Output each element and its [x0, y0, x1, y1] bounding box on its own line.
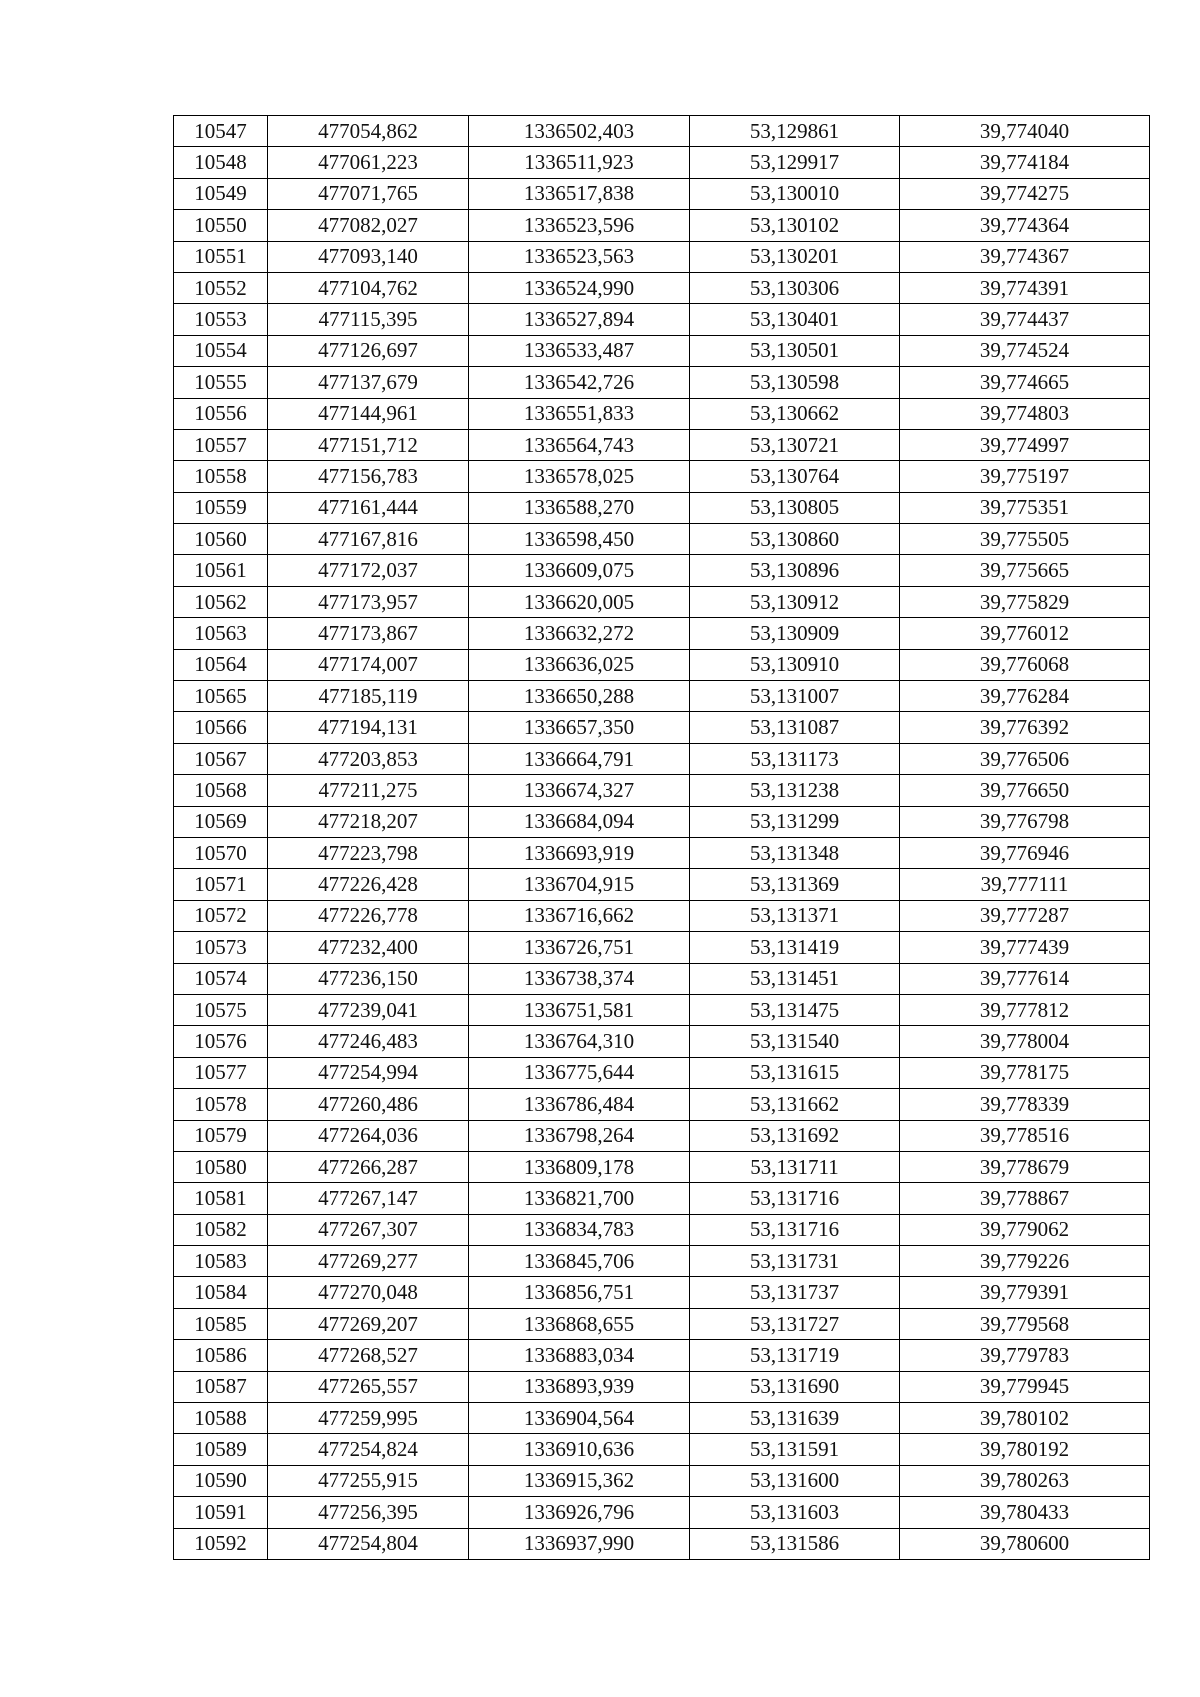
latitude-cell: 53,131600: [690, 1465, 900, 1496]
point-number-cell: 10583: [174, 1246, 268, 1277]
table-row: [174, 1214, 1150, 1245]
latitude-cell: 53,131603: [690, 1497, 900, 1528]
latitude-cell: 53,130598: [690, 367, 900, 398]
table-row: [174, 1403, 1150, 1434]
point-number-cell: 10563: [174, 618, 268, 649]
x-coordinate-cell: 477156,783: [268, 461, 469, 492]
point-number-cell: 10547: [174, 116, 268, 147]
table-row: [174, 1528, 1150, 1559]
longitude-cell: 39,777287: [900, 900, 1150, 931]
table-row: [174, 398, 1150, 429]
point-number-cell: 10565: [174, 681, 268, 712]
latitude-cell: 53,130805: [690, 492, 900, 523]
longitude-cell: 39,780263: [900, 1465, 1150, 1496]
longitude-cell: 39,774040: [900, 116, 1150, 147]
y-coordinate-cell: 1336786,484: [469, 1089, 690, 1120]
y-coordinate-cell: 1336893,939: [469, 1371, 690, 1402]
table-row: [174, 837, 1150, 868]
latitude-cell: 53,130896: [690, 555, 900, 586]
y-coordinate-cell: 1336726,751: [469, 932, 690, 963]
x-coordinate-cell: 477268,527: [268, 1340, 469, 1371]
point-number-cell: 10585: [174, 1308, 268, 1339]
x-coordinate-cell: 477203,853: [268, 743, 469, 774]
latitude-cell: 53,131348: [690, 837, 900, 868]
x-coordinate-cell: 477071,765: [268, 178, 469, 209]
coordinates-table-body: [174, 116, 1150, 1560]
table-row: [174, 994, 1150, 1025]
longitude-cell: 39,775351: [900, 492, 1150, 523]
x-coordinate-cell: 477264,036: [268, 1120, 469, 1151]
x-coordinate-cell: 477254,994: [268, 1057, 469, 1088]
x-coordinate-cell: 477254,804: [268, 1528, 469, 1559]
y-coordinate-cell: 1336551,833: [469, 398, 690, 429]
x-coordinate-cell: 477232,400: [268, 932, 469, 963]
point-number-cell: 10570: [174, 837, 268, 868]
longitude-cell: 39,778679: [900, 1151, 1150, 1182]
longitude-cell: 39,778004: [900, 1026, 1150, 1057]
y-coordinate-cell: 1336910,636: [469, 1434, 690, 1465]
x-coordinate-cell: 477239,041: [268, 994, 469, 1025]
y-coordinate-cell: 1336775,644: [469, 1057, 690, 1088]
x-coordinate-cell: 477260,486: [268, 1089, 469, 1120]
latitude-cell: 53,131690: [690, 1371, 900, 1402]
point-number-cell: 10591: [174, 1497, 268, 1528]
x-coordinate-cell: 477093,140: [268, 241, 469, 272]
x-coordinate-cell: 477115,395: [268, 304, 469, 335]
point-number-cell: 10582: [174, 1214, 268, 1245]
latitude-cell: 53,131475: [690, 994, 900, 1025]
table-row: [174, 367, 1150, 398]
point-number-cell: 10556: [174, 398, 268, 429]
longitude-cell: 39,778175: [900, 1057, 1150, 1088]
longitude-cell: 39,779226: [900, 1246, 1150, 1277]
point-number-cell: 10553: [174, 304, 268, 335]
x-coordinate-cell: 477267,147: [268, 1183, 469, 1214]
longitude-cell: 39,779391: [900, 1277, 1150, 1308]
y-coordinate-cell: 1336904,564: [469, 1403, 690, 1434]
point-number-cell: 10578: [174, 1089, 268, 1120]
table-row: [174, 272, 1150, 303]
x-coordinate-cell: 477167,816: [268, 524, 469, 555]
table-row: [174, 1089, 1150, 1120]
longitude-cell: 39,778867: [900, 1183, 1150, 1214]
x-coordinate-cell: 477255,915: [268, 1465, 469, 1496]
x-coordinate-cell: 477269,207: [268, 1308, 469, 1339]
point-number-cell: 10548: [174, 147, 268, 178]
longitude-cell: 39,774364: [900, 210, 1150, 241]
x-coordinate-cell: 477236,150: [268, 963, 469, 994]
point-number-cell: 10557: [174, 429, 268, 460]
y-coordinate-cell: 1336632,272: [469, 618, 690, 649]
latitude-cell: 53,130662: [690, 398, 900, 429]
latitude-cell: 53,131719: [690, 1340, 900, 1371]
x-coordinate-cell: 477246,483: [268, 1026, 469, 1057]
longitude-cell: 39,776392: [900, 712, 1150, 743]
table-row: [174, 806, 1150, 837]
x-coordinate-cell: 477161,444: [268, 492, 469, 523]
table-row: [174, 178, 1150, 209]
y-coordinate-cell: 1336588,270: [469, 492, 690, 523]
x-coordinate-cell: 477172,037: [268, 555, 469, 586]
point-number-cell: 10588: [174, 1403, 268, 1434]
y-coordinate-cell: 1336564,743: [469, 429, 690, 460]
table-row: [174, 1183, 1150, 1214]
point-number-cell: 10590: [174, 1465, 268, 1496]
longitude-cell: 39,780102: [900, 1403, 1150, 1434]
latitude-cell: 53,131591: [690, 1434, 900, 1465]
table-row: [174, 304, 1150, 335]
point-number-cell: 10571: [174, 869, 268, 900]
latitude-cell: 53,131615: [690, 1057, 900, 1088]
point-number-cell: 10559: [174, 492, 268, 523]
table-row: [174, 241, 1150, 272]
x-coordinate-cell: 477173,957: [268, 586, 469, 617]
table-row: [174, 116, 1150, 147]
longitude-cell: 39,776946: [900, 837, 1150, 868]
y-coordinate-cell: 1336523,563: [469, 241, 690, 272]
x-coordinate-cell: 477266,287: [268, 1151, 469, 1182]
y-coordinate-cell: 1336684,094: [469, 806, 690, 837]
longitude-cell: 39,776068: [900, 649, 1150, 680]
point-number-cell: 10550: [174, 210, 268, 241]
longitude-cell: 39,775197: [900, 461, 1150, 492]
y-coordinate-cell: 1336704,915: [469, 869, 690, 900]
y-coordinate-cell: 1336502,403: [469, 116, 690, 147]
point-number-cell: 10555: [174, 367, 268, 398]
y-coordinate-cell: 1336883,034: [469, 1340, 690, 1371]
table-row: [174, 1465, 1150, 1496]
table-row: [174, 1308, 1150, 1339]
table-row: [174, 1151, 1150, 1182]
x-coordinate-cell: 477174,007: [268, 649, 469, 680]
table-row: [174, 147, 1150, 178]
latitude-cell: 53,130102: [690, 210, 900, 241]
point-number-cell: 10575: [174, 994, 268, 1025]
point-number-cell: 10579: [174, 1120, 268, 1151]
x-coordinate-cell: 477126,697: [268, 335, 469, 366]
point-number-cell: 10561: [174, 555, 268, 586]
x-coordinate-cell: 477054,862: [268, 116, 469, 147]
latitude-cell: 53,131737: [690, 1277, 900, 1308]
longitude-cell: 39,774184: [900, 147, 1150, 178]
y-coordinate-cell: 1336856,751: [469, 1277, 690, 1308]
y-coordinate-cell: 1336798,264: [469, 1120, 690, 1151]
latitude-cell: 53,130912: [690, 586, 900, 617]
longitude-cell: 39,780192: [900, 1434, 1150, 1465]
latitude-cell: 53,131299: [690, 806, 900, 837]
longitude-cell: 39,778339: [900, 1089, 1150, 1120]
longitude-cell: 39,776650: [900, 775, 1150, 806]
latitude-cell: 53,130201: [690, 241, 900, 272]
table-row: [174, 1026, 1150, 1057]
table-row: [174, 1434, 1150, 1465]
point-number-cell: 10549: [174, 178, 268, 209]
x-coordinate-cell: 477151,712: [268, 429, 469, 460]
latitude-cell: 53,130401: [690, 304, 900, 335]
x-coordinate-cell: 477218,207: [268, 806, 469, 837]
table-row: [174, 335, 1150, 366]
latitude-cell: 53,130721: [690, 429, 900, 460]
longitude-cell: 39,774391: [900, 272, 1150, 303]
y-coordinate-cell: 1336598,450: [469, 524, 690, 555]
point-number-cell: 10568: [174, 775, 268, 806]
x-coordinate-cell: 477144,961: [268, 398, 469, 429]
longitude-cell: 39,777614: [900, 963, 1150, 994]
x-coordinate-cell: 477226,428: [268, 869, 469, 900]
y-coordinate-cell: 1336716,662: [469, 900, 690, 931]
point-number-cell: 10586: [174, 1340, 268, 1371]
x-coordinate-cell: 477254,824: [268, 1434, 469, 1465]
y-coordinate-cell: 1336620,005: [469, 586, 690, 617]
table-row: [174, 712, 1150, 743]
latitude-cell: 53,131716: [690, 1214, 900, 1245]
table-row: [174, 1120, 1150, 1151]
x-coordinate-cell: 477256,395: [268, 1497, 469, 1528]
y-coordinate-cell: 1336693,919: [469, 837, 690, 868]
y-coordinate-cell: 1336738,374: [469, 963, 690, 994]
table-row: [174, 1371, 1150, 1402]
y-coordinate-cell: 1336527,894: [469, 304, 690, 335]
latitude-cell: 53,130860: [690, 524, 900, 555]
longitude-cell: 39,778516: [900, 1120, 1150, 1151]
point-number-cell: 10581: [174, 1183, 268, 1214]
table-row: [174, 524, 1150, 555]
point-number-cell: 10576: [174, 1026, 268, 1057]
point-number-cell: 10573: [174, 932, 268, 963]
x-coordinate-cell: 477061,223: [268, 147, 469, 178]
y-coordinate-cell: 1336524,990: [469, 272, 690, 303]
latitude-cell: 53,129861: [690, 116, 900, 147]
longitude-cell: 39,780600: [900, 1528, 1150, 1559]
longitude-cell: 39,776506: [900, 743, 1150, 774]
y-coordinate-cell: 1336751,581: [469, 994, 690, 1025]
longitude-cell: 39,776284: [900, 681, 1150, 712]
point-number-cell: 10551: [174, 241, 268, 272]
table-row: [174, 492, 1150, 523]
latitude-cell: 53,131371: [690, 900, 900, 931]
longitude-cell: 39,774997: [900, 429, 1150, 460]
y-coordinate-cell: 1336845,706: [469, 1246, 690, 1277]
longitude-cell: 39,780433: [900, 1497, 1150, 1528]
latitude-cell: 53,131087: [690, 712, 900, 743]
point-number-cell: 10584: [174, 1277, 268, 1308]
table-row: [174, 1497, 1150, 1528]
table-row: [174, 210, 1150, 241]
table-row: [174, 1246, 1150, 1277]
point-number-cell: 10589: [174, 1434, 268, 1465]
table-row: [174, 932, 1150, 963]
y-coordinate-cell: 1336937,990: [469, 1528, 690, 1559]
x-coordinate-cell: 477265,557: [268, 1371, 469, 1402]
y-coordinate-cell: 1336868,655: [469, 1308, 690, 1339]
longitude-cell: 39,779945: [900, 1371, 1150, 1402]
point-number-cell: 10562: [174, 586, 268, 617]
table-row: [174, 429, 1150, 460]
longitude-cell: 39,775829: [900, 586, 1150, 617]
x-coordinate-cell: 477223,798: [268, 837, 469, 868]
table-row: [174, 900, 1150, 931]
point-number-cell: 10566: [174, 712, 268, 743]
y-coordinate-cell: 1336764,310: [469, 1026, 690, 1057]
point-number-cell: 10592: [174, 1528, 268, 1559]
y-coordinate-cell: 1336915,362: [469, 1465, 690, 1496]
latitude-cell: 53,129917: [690, 147, 900, 178]
longitude-cell: 39,776012: [900, 618, 1150, 649]
table-row: [174, 1277, 1150, 1308]
y-coordinate-cell: 1336523,596: [469, 210, 690, 241]
y-coordinate-cell: 1336821,700: [469, 1183, 690, 1214]
y-coordinate-cell: 1336834,783: [469, 1214, 690, 1245]
table-row: [174, 743, 1150, 774]
point-number-cell: 10577: [174, 1057, 268, 1088]
longitude-cell: 39,777111: [900, 869, 1150, 900]
table-row: [174, 618, 1150, 649]
y-coordinate-cell: 1336657,350: [469, 712, 690, 743]
table-row: [174, 1340, 1150, 1371]
longitude-cell: 39,777812: [900, 994, 1150, 1025]
point-number-cell: 10564: [174, 649, 268, 680]
y-coordinate-cell: 1336664,791: [469, 743, 690, 774]
y-coordinate-cell: 1336533,487: [469, 335, 690, 366]
y-coordinate-cell: 1336926,796: [469, 1497, 690, 1528]
table-row: [174, 963, 1150, 994]
y-coordinate-cell: 1336578,025: [469, 461, 690, 492]
x-coordinate-cell: 477211,275: [268, 775, 469, 806]
point-number-cell: 10560: [174, 524, 268, 555]
latitude-cell: 53,131692: [690, 1120, 900, 1151]
longitude-cell: 39,774367: [900, 241, 1150, 272]
x-coordinate-cell: 477185,119: [268, 681, 469, 712]
longitude-cell: 39,777439: [900, 932, 1150, 963]
longitude-cell: 39,779568: [900, 1308, 1150, 1339]
longitude-cell: 39,779783: [900, 1340, 1150, 1371]
latitude-cell: 53,130010: [690, 178, 900, 209]
table-row: [174, 461, 1150, 492]
latitude-cell: 53,130501: [690, 335, 900, 366]
table-row: [174, 649, 1150, 680]
point-number-cell: 10552: [174, 272, 268, 303]
table-row: [174, 775, 1150, 806]
x-coordinate-cell: 477226,778: [268, 900, 469, 931]
point-number-cell: 10587: [174, 1371, 268, 1402]
latitude-cell: 53,130764: [690, 461, 900, 492]
latitude-cell: 53,131419: [690, 932, 900, 963]
latitude-cell: 53,131369: [690, 869, 900, 900]
x-coordinate-cell: 477267,307: [268, 1214, 469, 1245]
y-coordinate-cell: 1336511,923: [469, 147, 690, 178]
coordinates-table: [173, 115, 1150, 1560]
longitude-cell: 39,775665: [900, 555, 1150, 586]
x-coordinate-cell: 477137,679: [268, 367, 469, 398]
point-number-cell: 10554: [174, 335, 268, 366]
latitude-cell: 53,131727: [690, 1308, 900, 1339]
y-coordinate-cell: 1336636,025: [469, 649, 690, 680]
point-number-cell: 10572: [174, 900, 268, 931]
latitude-cell: 53,131238: [690, 775, 900, 806]
latitude-cell: 53,131716: [690, 1183, 900, 1214]
point-number-cell: 10574: [174, 963, 268, 994]
latitude-cell: 53,131731: [690, 1246, 900, 1277]
x-coordinate-cell: 477082,027: [268, 210, 469, 241]
y-coordinate-cell: 1336609,075: [469, 555, 690, 586]
point-number-cell: 10567: [174, 743, 268, 774]
longitude-cell: 39,774524: [900, 335, 1150, 366]
latitude-cell: 53,131173: [690, 743, 900, 774]
table-row: [174, 681, 1150, 712]
x-coordinate-cell: 477194,131: [268, 712, 469, 743]
longitude-cell: 39,779062: [900, 1214, 1150, 1245]
point-number-cell: 10569: [174, 806, 268, 837]
longitude-cell: 39,774437: [900, 304, 1150, 335]
x-coordinate-cell: 477259,995: [268, 1403, 469, 1434]
latitude-cell: 53,131007: [690, 681, 900, 712]
latitude-cell: 53,131662: [690, 1089, 900, 1120]
table-row: [174, 586, 1150, 617]
latitude-cell: 53,131711: [690, 1151, 900, 1182]
longitude-cell: 39,774665: [900, 367, 1150, 398]
longitude-cell: 39,775505: [900, 524, 1150, 555]
x-coordinate-cell: 477104,762: [268, 272, 469, 303]
x-coordinate-cell: 477269,277: [268, 1246, 469, 1277]
longitude-cell: 39,774803: [900, 398, 1150, 429]
table-row: [174, 1057, 1150, 1088]
latitude-cell: 53,131451: [690, 963, 900, 994]
y-coordinate-cell: 1336809,178: [469, 1151, 690, 1182]
latitude-cell: 53,131639: [690, 1403, 900, 1434]
table-row: [174, 555, 1150, 586]
latitude-cell: 53,130306: [690, 272, 900, 303]
latitude-cell: 53,131586: [690, 1528, 900, 1559]
latitude-cell: 53,131540: [690, 1026, 900, 1057]
y-coordinate-cell: 1336650,288: [469, 681, 690, 712]
y-coordinate-cell: 1336542,726: [469, 367, 690, 398]
point-number-cell: 10558: [174, 461, 268, 492]
longitude-cell: 39,774275: [900, 178, 1150, 209]
y-coordinate-cell: 1336674,327: [469, 775, 690, 806]
table-row: [174, 869, 1150, 900]
x-coordinate-cell: 477173,867: [268, 618, 469, 649]
latitude-cell: 53,130909: [690, 618, 900, 649]
longitude-cell: 39,776798: [900, 806, 1150, 837]
y-coordinate-cell: 1336517,838: [469, 178, 690, 209]
point-number-cell: 10580: [174, 1151, 268, 1182]
latitude-cell: 53,130910: [690, 649, 900, 680]
x-coordinate-cell: 477270,048: [268, 1277, 469, 1308]
